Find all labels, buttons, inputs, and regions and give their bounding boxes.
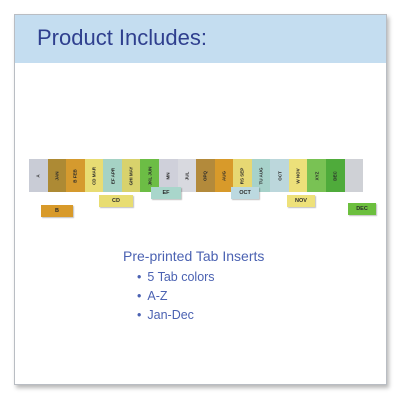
tab-strip-segment	[289, 159, 308, 192]
tab-strip-segment-label: MN	[165, 172, 171, 179]
inserts-list	[123, 268, 264, 325]
tab-strip-segment	[48, 159, 67, 192]
tab-strip-segment-label: OCT	[277, 170, 283, 181]
tab-strip-segment-label: DEC	[332, 170, 338, 181]
list-item-text: 5 Tab colors	[147, 270, 215, 284]
tab-strip-segment	[103, 159, 122, 192]
tab-strip-segment	[29, 159, 48, 192]
tab-strip-segment-label: EF APR	[110, 167, 116, 184]
tab-strip-segment-label: XYZ	[314, 171, 320, 180]
tab-strip-segment	[85, 159, 104, 192]
tab-insert-nov: NOV	[287, 195, 315, 207]
tab-strip-segment	[326, 159, 345, 192]
tab-strip-segment-label: JAN	[54, 170, 60, 181]
tab-strip-segment-label: CD MAR	[91, 166, 97, 185]
tab-insert-strip	[29, 159, 363, 192]
product-panel	[14, 14, 387, 385]
tab-insert-dec: DEC	[348, 203, 376, 215]
tab-strip-segment-label: B FEB	[72, 168, 78, 183]
bullet-icon: •	[137, 270, 142, 284]
tab-strip-segment-label: A	[35, 173, 41, 178]
tab-insert-oct: OCT	[231, 187, 259, 199]
inserts-section	[123, 248, 264, 325]
list-item	[137, 306, 264, 325]
page-title: Product Includes:	[37, 25, 207, 50]
tab-strip-segment-label: JKL JUN	[147, 166, 153, 185]
tab-strip-segment	[122, 159, 141, 192]
tab-strip-segment	[345, 159, 364, 192]
bullet-icon: •	[137, 289, 142, 303]
tab-strip-segment-label: W NOV	[295, 167, 301, 184]
inserts-title: Pre-printed Tab Inserts	[123, 248, 265, 264]
tab-strip-segment-label: JUL	[184, 171, 190, 180]
tab-strip-segment	[196, 159, 215, 192]
list-item-text: Jan-Dec	[147, 308, 194, 322]
tab-strip-segment-label: OPQ	[202, 170, 208, 181]
header-bar	[15, 15, 386, 63]
tab-strip-segment-label: GHI MAY	[128, 166, 134, 185]
list-item	[137, 268, 264, 287]
tab-strip-segment-label: RS SEP	[239, 167, 245, 184]
tab-strip-segment	[66, 159, 85, 192]
bullet-icon: •	[137, 308, 142, 322]
tab-strip-segment-label: AUG	[221, 170, 227, 181]
tab-insert-cd: CD	[99, 195, 133, 207]
tab-insert-ef: EF	[151, 187, 181, 199]
tab-strip-segment	[307, 159, 326, 192]
tab-strip-segment	[270, 159, 289, 192]
tab-insert-b: B	[41, 205, 73, 217]
tab-strip-segment-label: TU AUG	[258, 166, 264, 185]
list-item	[137, 287, 264, 306]
list-item-text: A-Z	[147, 289, 168, 303]
